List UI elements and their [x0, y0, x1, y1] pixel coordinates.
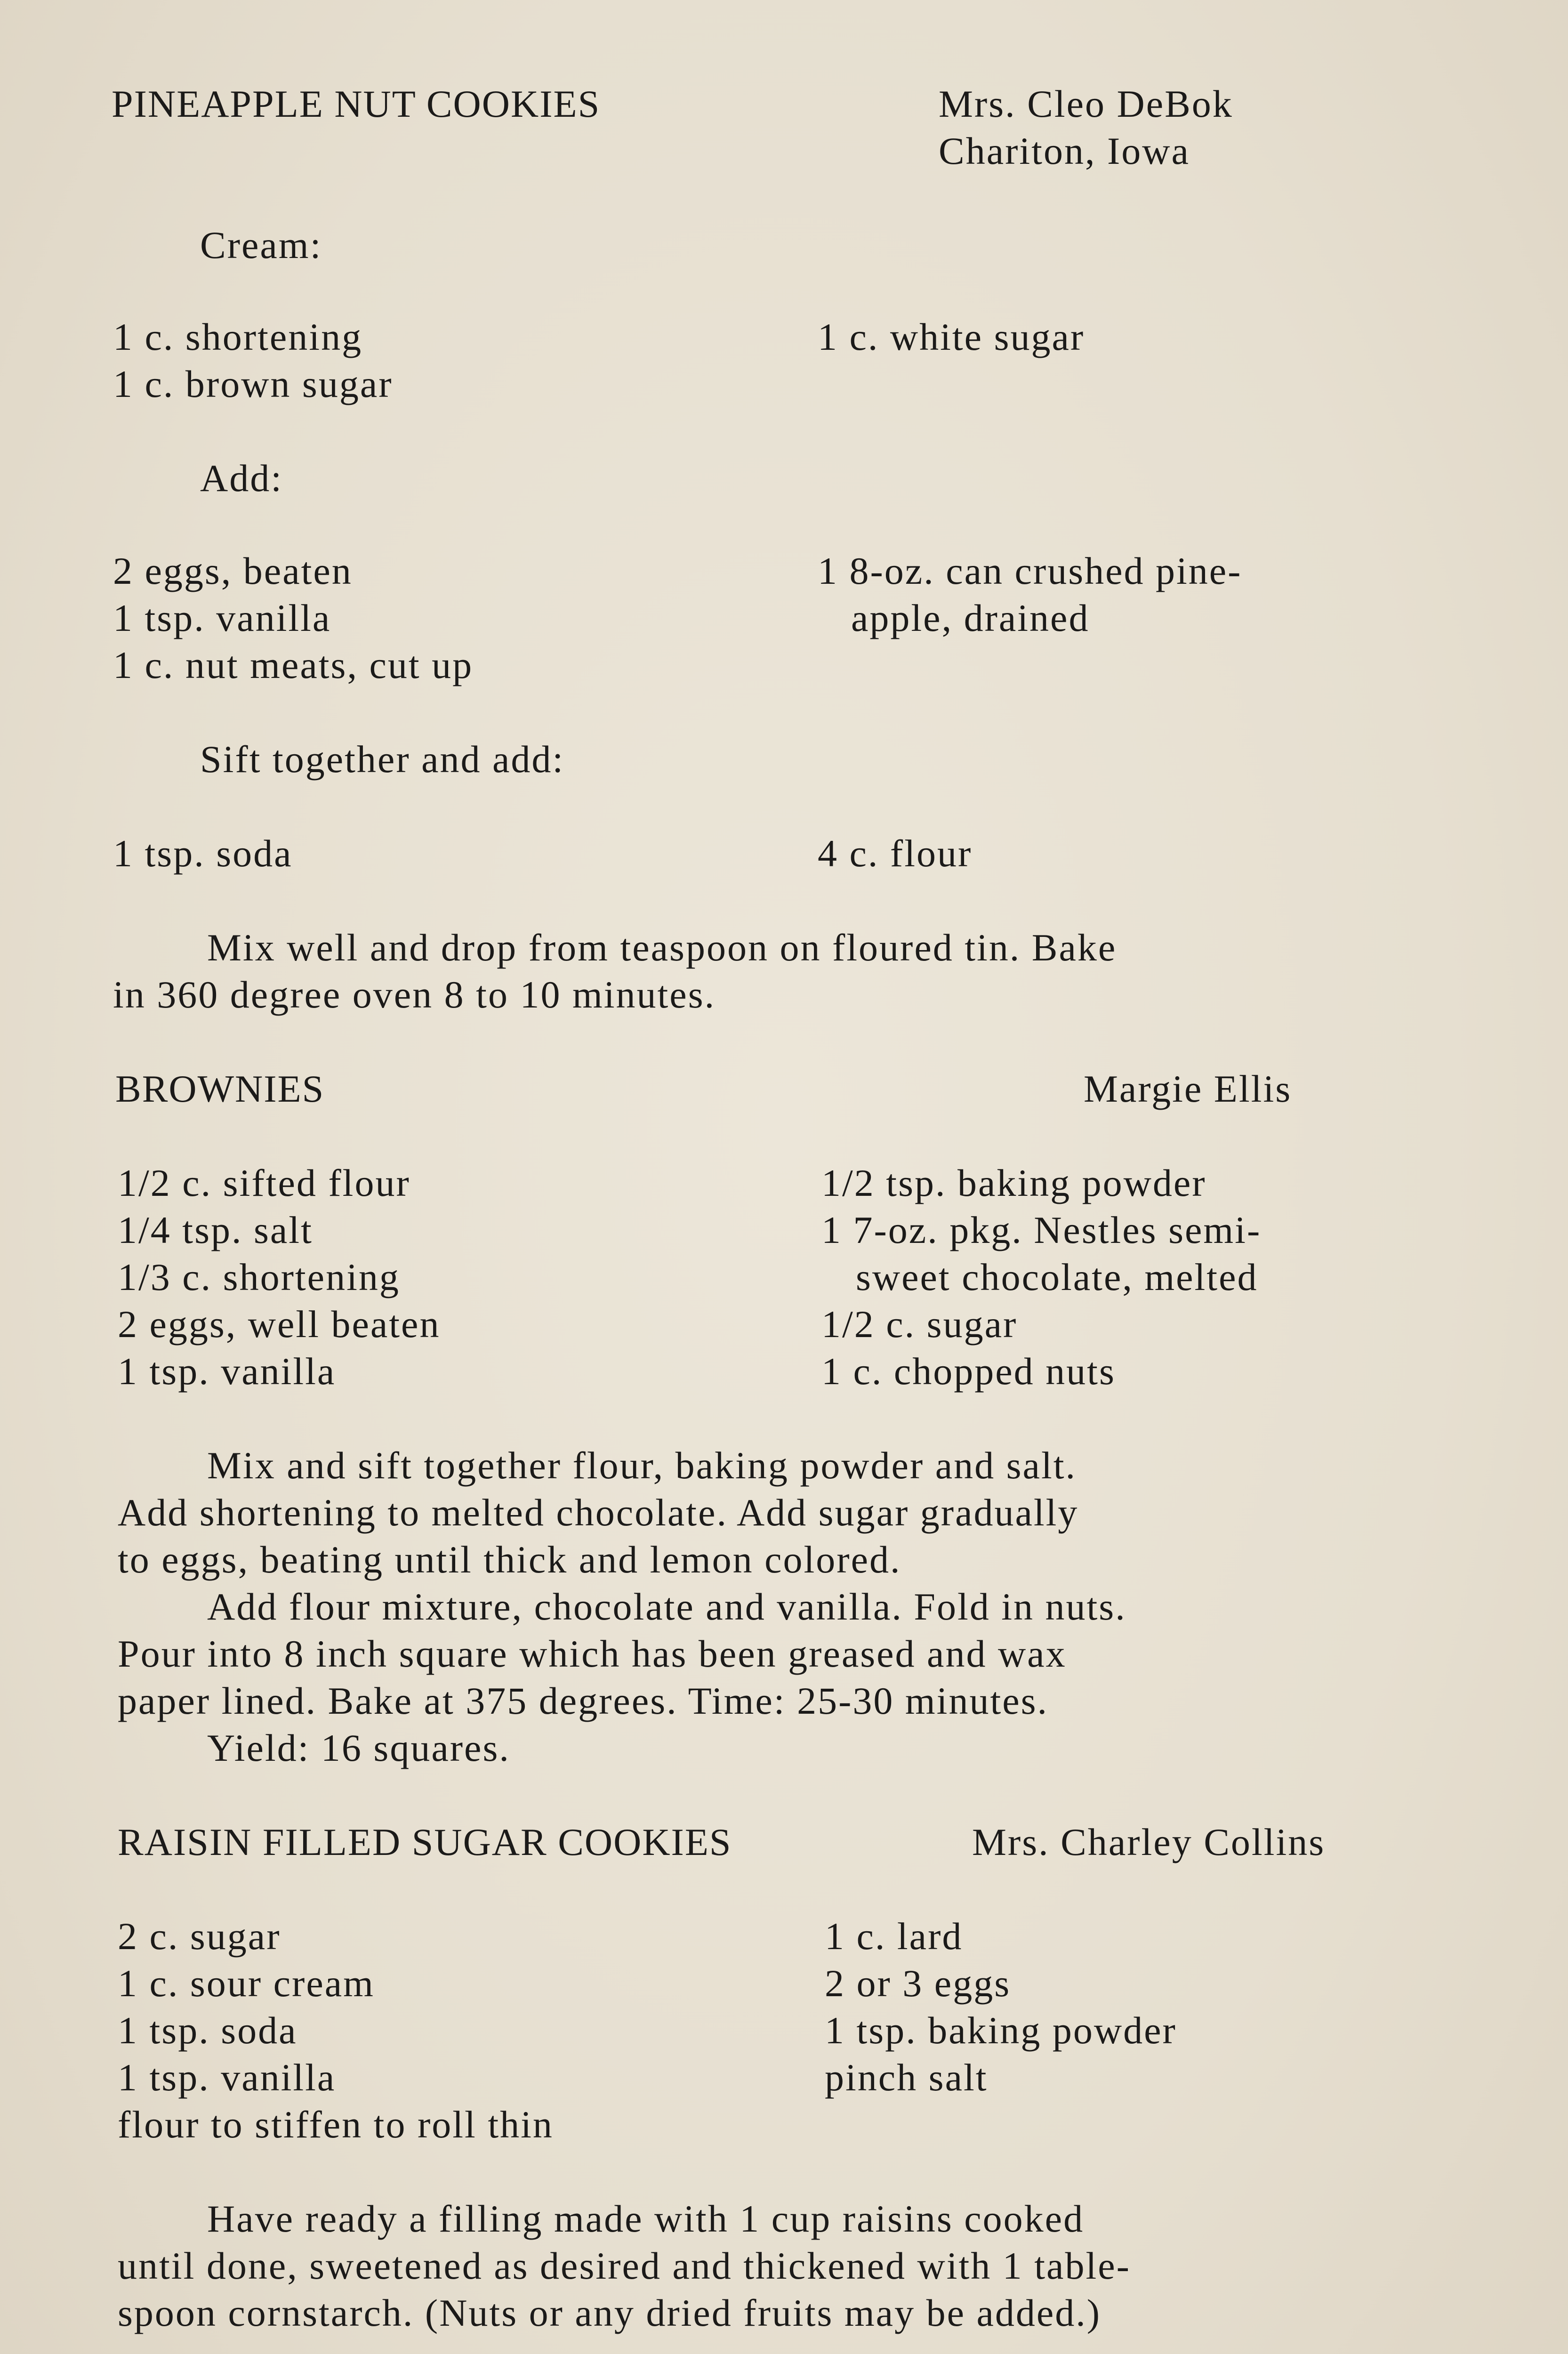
- ingredient: 1 tsp. baking powder: [825, 2009, 1177, 2052]
- directions-line: to eggs, beating until thick and lemon colored.: [118, 1538, 901, 1581]
- ingredient: 1/4 tsp. salt: [118, 1209, 313, 1251]
- directions-line: until done, sweetened as desired and thickened with 1 table-: [118, 2244, 1131, 2287]
- ingredient: sweet chocolate, melted: [856, 1256, 1258, 1298]
- ingredient: 1/2 c. sifted flour: [118, 1161, 410, 1204]
- directions-line: in 360 degree oven 8 to 10 minutes.: [113, 973, 716, 1016]
- directions-line: Mix and sift together flour, baking powder and salt.: [207, 1444, 1077, 1487]
- step-label: Add:: [200, 457, 283, 500]
- ingredient: 2 c. sugar: [118, 1915, 281, 1958]
- recipe-author: Mrs. Charley Collins: [972, 1821, 1326, 1863]
- ingredient: 2 or 3 eggs: [825, 1962, 1011, 2005]
- ingredient: 1/2 c. sugar: [821, 1303, 1018, 1346]
- ingredient: 1 c. brown sugar: [113, 363, 393, 405]
- directions-line: Add shortening to melted chocolate. Add sugar gradually: [118, 1491, 1079, 1534]
- ingredient: 1 c. chopped nuts: [821, 1350, 1116, 1393]
- ingredient: 1 c. lard: [825, 1915, 963, 1958]
- ingredient: 1 tsp. vanilla: [118, 2056, 336, 2099]
- step-label: Cream:: [200, 224, 322, 266]
- ingredient: 1 c. sour cream: [118, 1962, 375, 2005]
- directions-line: Have ready a filling made with 1 cup raisins cooked: [207, 2197, 1085, 2240]
- directions-line: Mix well and drop from teaspoon on floured tin. Bake: [207, 926, 1117, 969]
- ingredient: 1 7-oz. pkg. Nestles semi-: [821, 1209, 1262, 1251]
- ingredient: 2 eggs, beaten: [113, 549, 353, 592]
- directions-line: paper lined. Bake at 375 degrees. Time: 25-30 minutes.: [118, 1679, 1049, 1722]
- ingredient: 1/2 tsp. baking powder: [821, 1161, 1206, 1204]
- recipe-location: Chariton, Iowa: [939, 129, 1190, 172]
- ingredient: 4 c. flour: [818, 832, 973, 875]
- ingredient: pinch salt: [825, 2056, 988, 2099]
- directions-line: spoon cornstarch. (Nuts or any dried fruits may be added.): [118, 2291, 1102, 2334]
- ingredient: 1 c. shortening: [113, 315, 363, 358]
- recipe-author: Margie Ellis: [1084, 1067, 1292, 1110]
- ingredient: 1 tsp. soda: [113, 832, 293, 875]
- ingredient: 1/3 c. shortening: [118, 1256, 400, 1298]
- directions-line: Yield: 16 squares.: [207, 1726, 510, 1769]
- directions-line: Add flour mixture, chocolate and vanilla. Fold in nuts.: [207, 1585, 1126, 1628]
- ingredient: 1 c. nut meats, cut up: [113, 644, 474, 686]
- ingredient: 1 tsp. soda: [118, 2009, 298, 2052]
- ingredient: 2 eggs, well beaten: [118, 1303, 441, 1346]
- recipe-title: RAISIN FILLED SUGAR COOKIES: [118, 1821, 732, 1863]
- step-label: Sift together and add:: [200, 738, 565, 781]
- ingredient: flour to stiffen to roll thin: [118, 2103, 554, 2146]
- ingredient: 1 8-oz. can crushed pine-: [818, 549, 1242, 592]
- ingredient: 1 c. white sugar: [818, 315, 1085, 358]
- ingredient: 1 tsp. vanilla: [113, 597, 331, 639]
- directions-line: Pour into 8 inch square which has been greased and wax: [118, 1632, 1067, 1675]
- ingredient: apple, drained: [851, 597, 1090, 639]
- ingredient: 1 tsp. vanilla: [118, 1350, 336, 1393]
- recipe-title: BROWNIES: [115, 1067, 325, 1110]
- recipe-author: Mrs. Cleo DeBok: [939, 82, 1233, 125]
- recipe-title: PINEAPPLE NUT COOKIES: [112, 82, 601, 125]
